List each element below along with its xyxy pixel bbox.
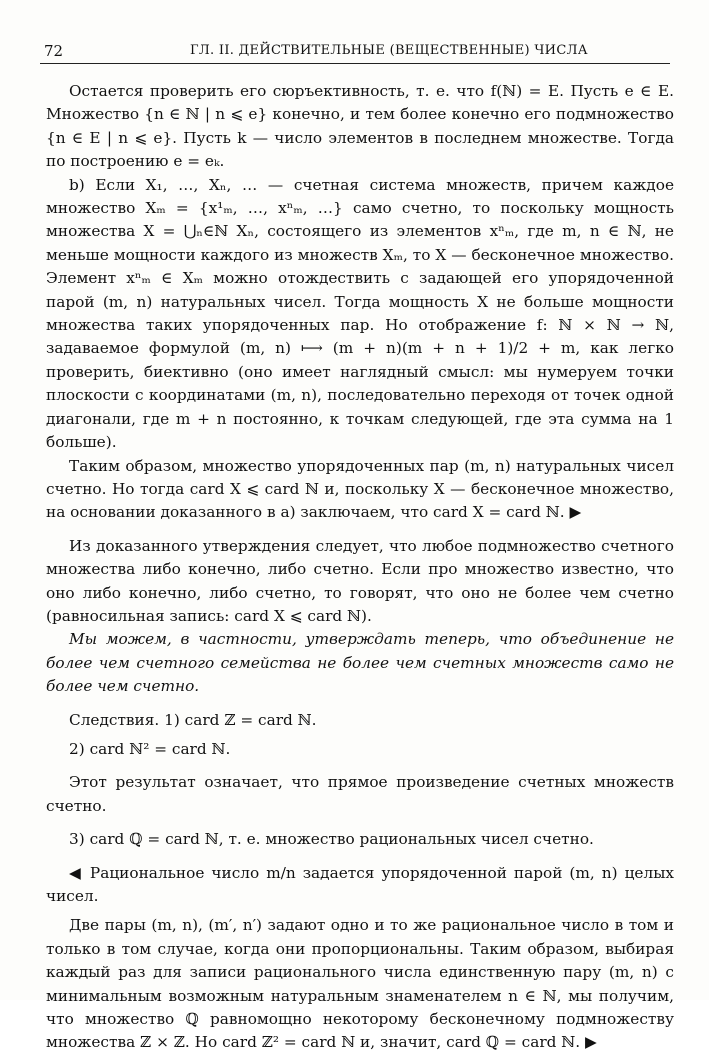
paragraph-rational-number: ◀ Рациональное число m/n задается упорядоченной парой (m, n) целых чисел. (46, 863, 674, 905)
paragraph-product-result: Этот результат означает, что прямое произведение счетных множеств счетно. (46, 773, 674, 815)
page-number: 72 (44, 42, 64, 60)
running-title: ГЛ. II. ДЕЙСТВИТЕЛЬНЫЕ (ВЕЩЕСТВЕННЫЕ) ЧИСЛА (190, 43, 588, 58)
corollary-3: 3) card ℚ = card ℕ, т. е. множество рациональных чисел счетно. (69, 830, 594, 849)
paragraph-part-b: b) Если X₁, …, Xₙ, … — счетная система множеств, причем каждое множество Xₘ = {x¹ₘ, …, xⁿₘ, …} само счетно, то поскольку мощность множества X = ⋃ₙ∈ℕ Xₙ, состоящего из элементов xⁿₘ, где m, n ∈ ℕ, не меньше мощности каждого из множеств Xₘ, то X — бесконечное множество. Элемент xⁿₘ ∈ Xₘ можно отождествить с задающей его упорядоченной парой (m, n) натуральных чисел. Тогда мощность X не больше мощности множества таких упорядоченных пар. Но отображение f: ℕ × ℕ → ℕ, задаваемое формулой (m, n) ⟼ (m + n)(m + n + 1)/2 + m, как легко проверить, биективно (оно имеет наглядный смысл: мы нумеруем точки плоскости с координатами (m, n), последовательно переходя от точек одной диагонали, где m + n постоянно, к точкам следующей, где эта сумма на 1 больше). (46, 175, 674, 452)
paragraph-surjectivity: Остается проверить его сюръективность, т. е. что f(ℕ) = E. Пусть e ∈ E. Множество {n ∈ ℕ | n ⩽ e} конечно, и тем более конечно его подмножество {n ∈ E | n ⩽ e}. Пусть k — число элементов в последнем множестве. Тогда по построению e = eₖ. (46, 82, 674, 171)
header-rule (40, 63, 670, 64)
paragraph-remark: Из доказанного утверждения следует, что любое подмножество счетного множества либо конечно, либо счетно. Если про множество известно, что оно либо конечно, либо счетно, то говорят, что оно не более чем счетно (равносильная запись: card X ⩽ card ℕ). (46, 536, 674, 625)
page-body (46, 80, 674, 1055)
paragraph-pairs-proof: Две пары (m, n), (m′, n′) задают одно и то же рациональное число в том и только в том случае, когда они пропорциональны. Таким образом, выбирая каждый раз для записи рационального числа единственную пару (m, n) с минимальным возможным натуральным знаменателем n ∈ ℕ, мы получим, что множество ℚ равномощно некоторому бесконечному подмножеству множества ℤ × ℤ. Но card ℤ² = card ℕ и, значит, card ℚ = card ℕ. ▶ (46, 916, 674, 1052)
paragraph-conclusion: Таким образом, множество упорядоченных пар (m, n) натуральных чисел счетно. Но тогда card X ⩽ card ℕ и, поскольку X — бесконечное множество, на основании доказанного в а) заключаем, что card X = card ℕ. ▶ (46, 456, 674, 522)
corollary-1: Следствия. 1) card ℤ = card ℕ. (69, 710, 317, 729)
paragraph-union-statement: Мы можем, в частности, утверждать теперь, что объединение не более чем счетного семейства не более чем счетных множеств само не более чем счетно. (46, 630, 674, 696)
corollary-2: 2) card ℕ² = card ℕ. (69, 739, 231, 758)
